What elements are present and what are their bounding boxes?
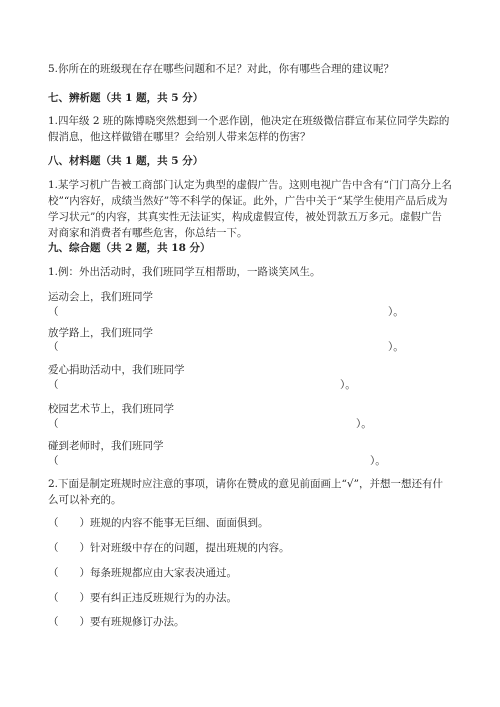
fill-blank[interactable] [48,304,404,319]
open-paren: （ [48,418,59,430]
fill-blank[interactable] [48,453,386,468]
option-checkbox[interactable]: （ ） [48,542,90,554]
option-text: 每条班规都应由大家表决通过。 [90,567,237,579]
fill-item: 放学路上，我们班同学 [48,327,153,339]
fill-item: 碰到老师时，我们班同学 [48,440,164,452]
close-paren: ）。 [340,379,356,391]
open-paren: （ [48,379,59,391]
section-9-title: 九、综合题（共 2 题，共 18 分） [48,242,211,254]
section-8-question-1: 1.某学习机广告被工商部门认定为典型的虚假广告。这则电视广告中含有“门门高分上名校”“内容好，成绩当然好”等不科学的保证。此外，广告中关于“某学生使用产品后成为学习状元”的内容，其真实性无法证实，构成虚假宣传，被处罚款五万多元。虚假广告对商家和消费者有哪些危害，你总结一下。 [48,179,452,239]
fill-item: 校园艺术节上，我们班同学 [48,403,174,415]
section-7-title: 七、辨析题（共 1 题，共 5 分） [48,92,204,104]
option-checkbox[interactable]: （ ） [48,592,90,604]
fill-blank[interactable] [48,377,356,392]
question-5: 5.你所在的班级现在存在哪些问题和不足？对此，你有哪些合理的建议呢？ [48,63,395,75]
option-item [48,565,237,580]
close-paren: ）。 [388,306,404,318]
option-text: 要有班规修订办法。 [90,616,185,628]
option-item [48,614,185,629]
fill-blank[interactable] [48,416,372,431]
open-paren: （ [48,455,59,467]
option-checkbox[interactable]: （ ） [48,517,90,529]
section-9-question-1: 1.例：外出活动时，我们班同学互相帮助，一路谈笑风生。 [48,266,321,278]
section-9-question-2: 2.下面是制定班规时应注意的事项，请你在赞成的意见前面画上“√”，并想一想还有什么可以补充的。 [48,478,443,506]
option-text: 针对班级中存在的问题，提出班规的内容。 [90,542,290,554]
section-8-title: 八、材料题（共 1 题，共 5 分） [48,155,204,167]
fill-item: 运动会上，我们班同学 [48,291,153,303]
option-item [48,515,269,530]
open-paren: （ [48,306,59,318]
open-paren: （ [48,341,59,353]
option-checkbox[interactable]: （ ） [48,616,90,628]
fill-blank[interactable] [48,339,404,354]
close-paren: ）。 [388,341,404,353]
option-text: 班规的内容不能事无巨细、面面俱到。 [90,517,269,529]
fill-item: 爱心捐助活动中，我们班同学 [48,364,185,376]
option-item [48,590,237,605]
option-item [48,540,290,555]
close-paren: ）。 [356,418,372,430]
option-text: 要有纠正违反班规行为的办法。 [90,592,237,604]
option-checkbox[interactable]: （ ） [48,567,90,579]
close-paren: ）。 [370,455,386,467]
section-7-question-1: 1.四年级 2 班的陈博晓突然想到一个恶作剧，他决定在班级微信群宣布某位同学失踪的假消息，他这样做错在哪里？会给别人带来怎样的伤害？ [48,115,450,143]
